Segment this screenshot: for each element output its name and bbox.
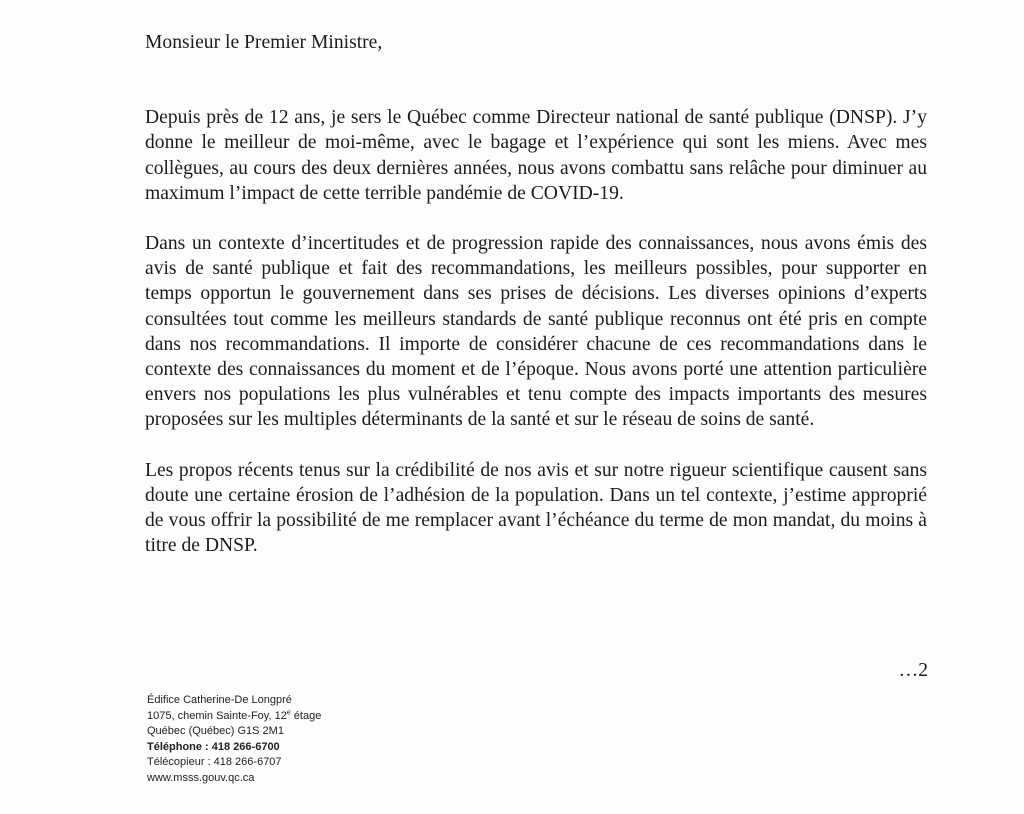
footer-address-block <box>147 693 321 787</box>
footer-city: Québec (Québec) G1S 2M1 <box>147 725 284 738</box>
footer-website-link[interactable]: www.msss.gouv.qc.ca <box>147 771 255 784</box>
letter-body <box>145 30 927 583</box>
footer-fax: Télécopieur : 418 266-6707 <box>147 756 282 769</box>
paragraph-2: Dans un contexte d’incertitudes et de progression rapide des connaissances, nous avons émis des avis de santé publique et fait des recommandations, les meilleurs possibles, pour supporter en temps opportun le gouvernement dans ses prises de décisions. Les diverses opinions d’experts consultées tout comme les meilleurs standards de santé publique reconnus ont été pris en compte dans nos recommandations. Il importe de considérer chacune de ces recommandations dans le contexte des connaissances du moment et de l’époque. Nous avons porté une attention particulière envers nos populations les plus vulnérables et tenu compte des impacts importants des mesures proposées sur les multiples déterminants de la santé et sur le réseau de soins de santé. <box>145 233 927 431</box>
footer-street-suffix: étage <box>290 709 322 722</box>
footer-street-superscript: e <box>286 708 291 716</box>
page-continuation-marker: …2 <box>898 660 928 681</box>
footer-phone: Téléphone : 418 266-6700 <box>147 740 280 753</box>
footer-street <box>147 709 321 725</box>
footer-street-prefix: 1075, chemin Sainte-Foy, 12 <box>147 709 287 722</box>
paragraph-1: Depuis près de 12 ans, je sers le Québec comme Directeur national de santé publique (DNSP). J’y donne le meilleur de moi-même, avec le bagage et l’expérience qui sont les miens. Avec mes collègues, au cours des deux dernières années, nous avons combattu sans relâche pour diminuer au maximum l’impact de cette terrible pandémie de COVID-19. <box>145 107 927 204</box>
paragraph-3: Les propos récents tenus sur la crédibilité de nos avis et sur notre rigueur scientifique causent sans doute une certaine érosion de l’adhésion de la population. Dans un tel contexte, j’estime approprié de vous offrir la possibilité de me remplacer avant l’échéance du terme de mon mandat, du moins à titre de DNSP. <box>145 459 927 557</box>
footer-building: Édifice Catherine-De Longpré <box>147 694 292 706</box>
salutation: Monsieur le Premier Ministre, <box>145 32 383 53</box>
